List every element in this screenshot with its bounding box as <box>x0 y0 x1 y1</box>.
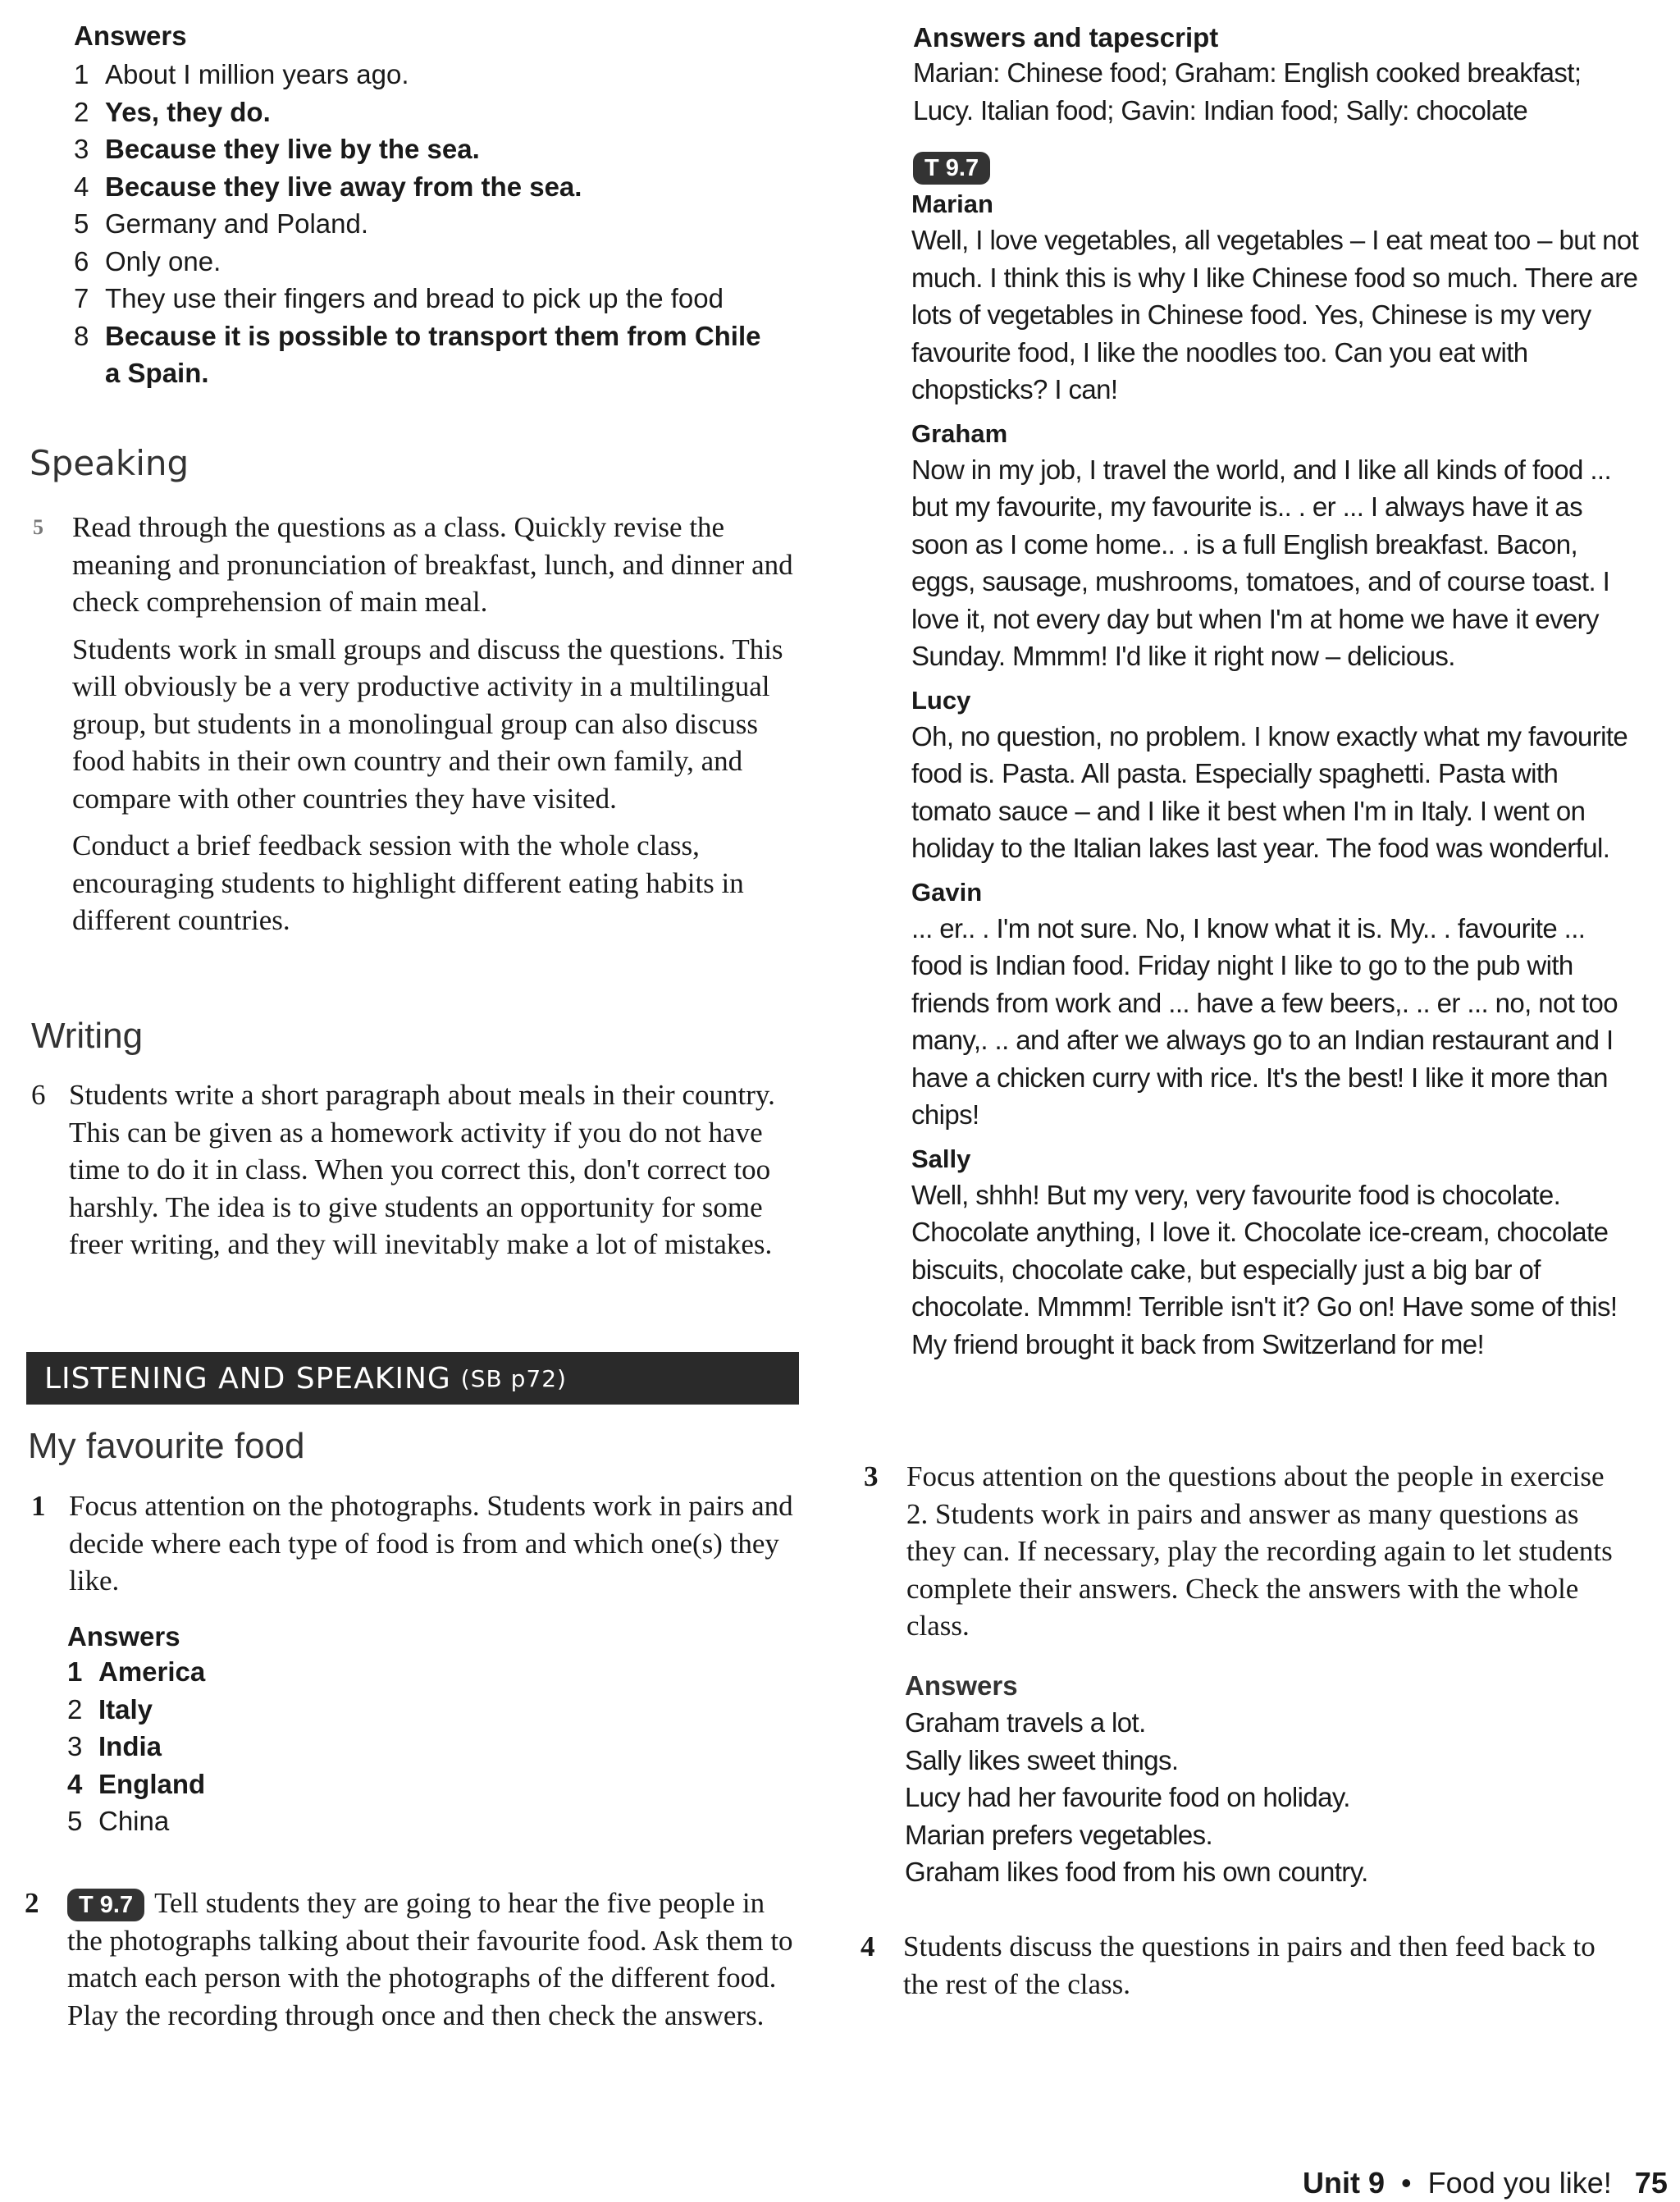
list-item: 7 They use their fingers and bread to pick up the food <box>74 283 724 313</box>
list-item: 6 Only one. <box>74 245 221 276</box>
paragraph: Students discuss the questions in pairs and then feed back to the rest of the class. <box>903 1930 1596 2000</box>
writing-text <box>69 1076 799 1263</box>
subsection-title: My favourite food <box>28 1426 305 1466</box>
speaker-text: Oh, no question, no problem. I know exactly what my favourite food is. Pasta. All pasta. Especially spaghetti. Pasta with tomato sauce – and I like it best when I'm in Italy. I went on holiday to the Italian lakes last year. The food was wonderful. <box>911 720 1628 863</box>
answer-line: Lucy had her favourite food on holiday. <box>905 1782 1350 1812</box>
tapescript <box>911 187 1641 1363</box>
banner-ref: (SB p72) <box>460 1364 567 1392</box>
list-item: 4 England <box>67 1768 206 1799</box>
list-item: 5 China <box>67 1806 170 1836</box>
speaker-text: Well, I love vegetables, all vegetables – I eat meat too – but not much. I think this is why I like Chinese food so much. There are lots of vegetables in Chinese food. Yes, Chinese is my very favourite food, I like the noodles too. Can you eat with chopsticks? I can! <box>911 225 1639 404</box>
paragraph: Students work in small groups and discuss the questions. This will obviously be a very productive activity in a multilingual group, but students in a monolingual group can also discuss food habits in their own country and their own family, and compare with other countries they have visited. <box>72 633 783 815</box>
speaking-title: Speaking <box>30 443 189 483</box>
answers-block <box>905 1667 1627 1891</box>
speaker-name: Marian <box>911 190 993 218</box>
section-banner <box>26 1352 799 1405</box>
paragraph: Read through the questions as a class. Quickly revise the meaning and pronunciation of breakfast, lunch, and dinner and check comprehension of main meal. <box>72 511 793 618</box>
unit-label: Unit 9 <box>1303 2166 1386 2200</box>
answers-block <box>74 20 779 392</box>
exercise-number: 2 <box>25 1887 39 1919</box>
answers-list <box>67 1653 395 1840</box>
exercise-1-text <box>69 1487 799 1600</box>
exercise-number: 4 <box>861 1930 875 1962</box>
answer-line: Graham travels a lot. <box>905 1707 1146 1738</box>
answers-block <box>67 1620 395 1840</box>
page-footer <box>1303 2166 1668 2200</box>
paragraph: Students write a short paragraph about meals in their country. This can be given as a homework activity if you do not have time to do it in class. When you correct this, don't correct too harshly. The idea is to give students an opportunity for some freer writing, and they will inevitably make a lot of mistakes. <box>69 1079 775 1260</box>
answer-line: Sally likes sweet things. <box>905 1744 1179 1775</box>
track-badge: T 9.7 <box>913 152 990 185</box>
speaker-name: Graham <box>911 418 1008 448</box>
list-item: 5 Germany and Poland. <box>74 208 369 239</box>
answer-line: Marian prefers vegetables. <box>905 1819 1213 1850</box>
speaker-name: Sally <box>911 1144 971 1173</box>
speaking-text <box>72 509 802 939</box>
list-item: 2 Italy <box>67 1693 153 1725</box>
list-item: 8 Because it is possible to transport them from Chile a Spain. <box>74 320 761 388</box>
track-badge: T 9.7 <box>67 1889 144 1921</box>
separator: • <box>1401 2166 1412 2200</box>
exercise-number: 6 <box>31 1079 46 1111</box>
paragraph: Conduct a brief feedback session with the whole class, encouraging students to highlight different eating habits in different countries. <box>72 829 744 936</box>
speaker-text: Well, shhh! But my very, very favourite food is chocolate. Chocolate anything, I love it. Chocolate ice-cream, chocolate biscuits, chocolate cake, but especially just a big bar of chocolate. Mmmm! Terrible isn't it? Go on! Have some of this! My friend brought it back from Switzerland for me! <box>911 1179 1618 1359</box>
exercise-4-text <box>903 1928 1625 2003</box>
exercise-number: 1 <box>31 1490 46 1522</box>
answers-heading: Answers <box>74 21 187 51</box>
speaker-name: Lucy <box>911 685 971 715</box>
exercise-number: 3 <box>864 1460 879 1492</box>
answers-tapescript <box>913 21 1635 129</box>
answer-line: Graham likes food from his own country. <box>905 1857 1368 1887</box>
answers-heading: Answers <box>67 1621 180 1652</box>
banner-title: LISTENING AND SPEAKING <box>44 1361 451 1396</box>
unit-title: Food you like! <box>1427 2166 1612 2200</box>
exercise-2-text <box>67 1884 801 2034</box>
list-item: 3 India <box>67 1731 162 1761</box>
answers-heading: Answers <box>905 1670 1018 1701</box>
speaker-name: Gavin <box>911 877 983 907</box>
list-item: 3 Because they live by the sea. <box>74 134 480 164</box>
speaker-text: Now in my job, I travel the world, and I like all kinds of food ... but my favourite, my favourite is.. . er ... I always have it as soon as I come home.. . is a full English breakfast. Bacon, eggs, sausage, mushrooms, tomatoes, and of course toast. I love it, not every day but when I'm at home we have it every Sunday. Mmmm! I'd like it right now – delicious. <box>911 454 1612 671</box>
exercise-number: 5 <box>33 515 43 539</box>
paragraph: Focus attention on the photographs. Students work in pairs and decide where each type of food is from and which one(s) they like. <box>69 1490 793 1597</box>
answers-text: Marian: Chinese food; Graham: English cooked breakfast; Lucy. Italian food; Gavin: Indian food; Sally: chocolate <box>913 57 1582 126</box>
answers-list <box>74 56 779 392</box>
list-item: 2 Yes, they do. <box>74 96 271 127</box>
paragraph: T 9.7 Tell students they are going to hear the five people in the photographs talking about their favourite food. Ask them to match each person with the photographs of the different food. Play the recording through once and then check the answers. <box>67 1887 793 2031</box>
page-number: 75 <box>1634 2166 1668 2200</box>
list-item: 4 Because they live away from the sea. <box>74 171 582 202</box>
answers-heading: Answers and tapescript <box>913 22 1219 53</box>
list-item: 1 About I million years ago. <box>74 59 409 89</box>
list-item: 1 America <box>67 1656 206 1687</box>
writing-title: Writing <box>31 1016 144 1056</box>
exercise-3-text <box>906 1458 1628 1645</box>
paragraph: Focus attention on the questions about the people in exercise 2. Students work in pairs and answer as many questions as they can. If necessary, play the recording again to let students complete their answers. Check the answers with the whole class. <box>906 1460 1613 1642</box>
speaker-text: ... er.. . I'm not sure. No, I know what it is. My.. . favourite ... food is Indian food. Friday night I like to go to the pub with friends from work and ... have a few beers,. .. er ... no, not too many,. .. and after we always go to an Indian restaurant and I have a chicken curry with rice. It's the best! I like it more than chips! <box>911 912 1618 1130</box>
